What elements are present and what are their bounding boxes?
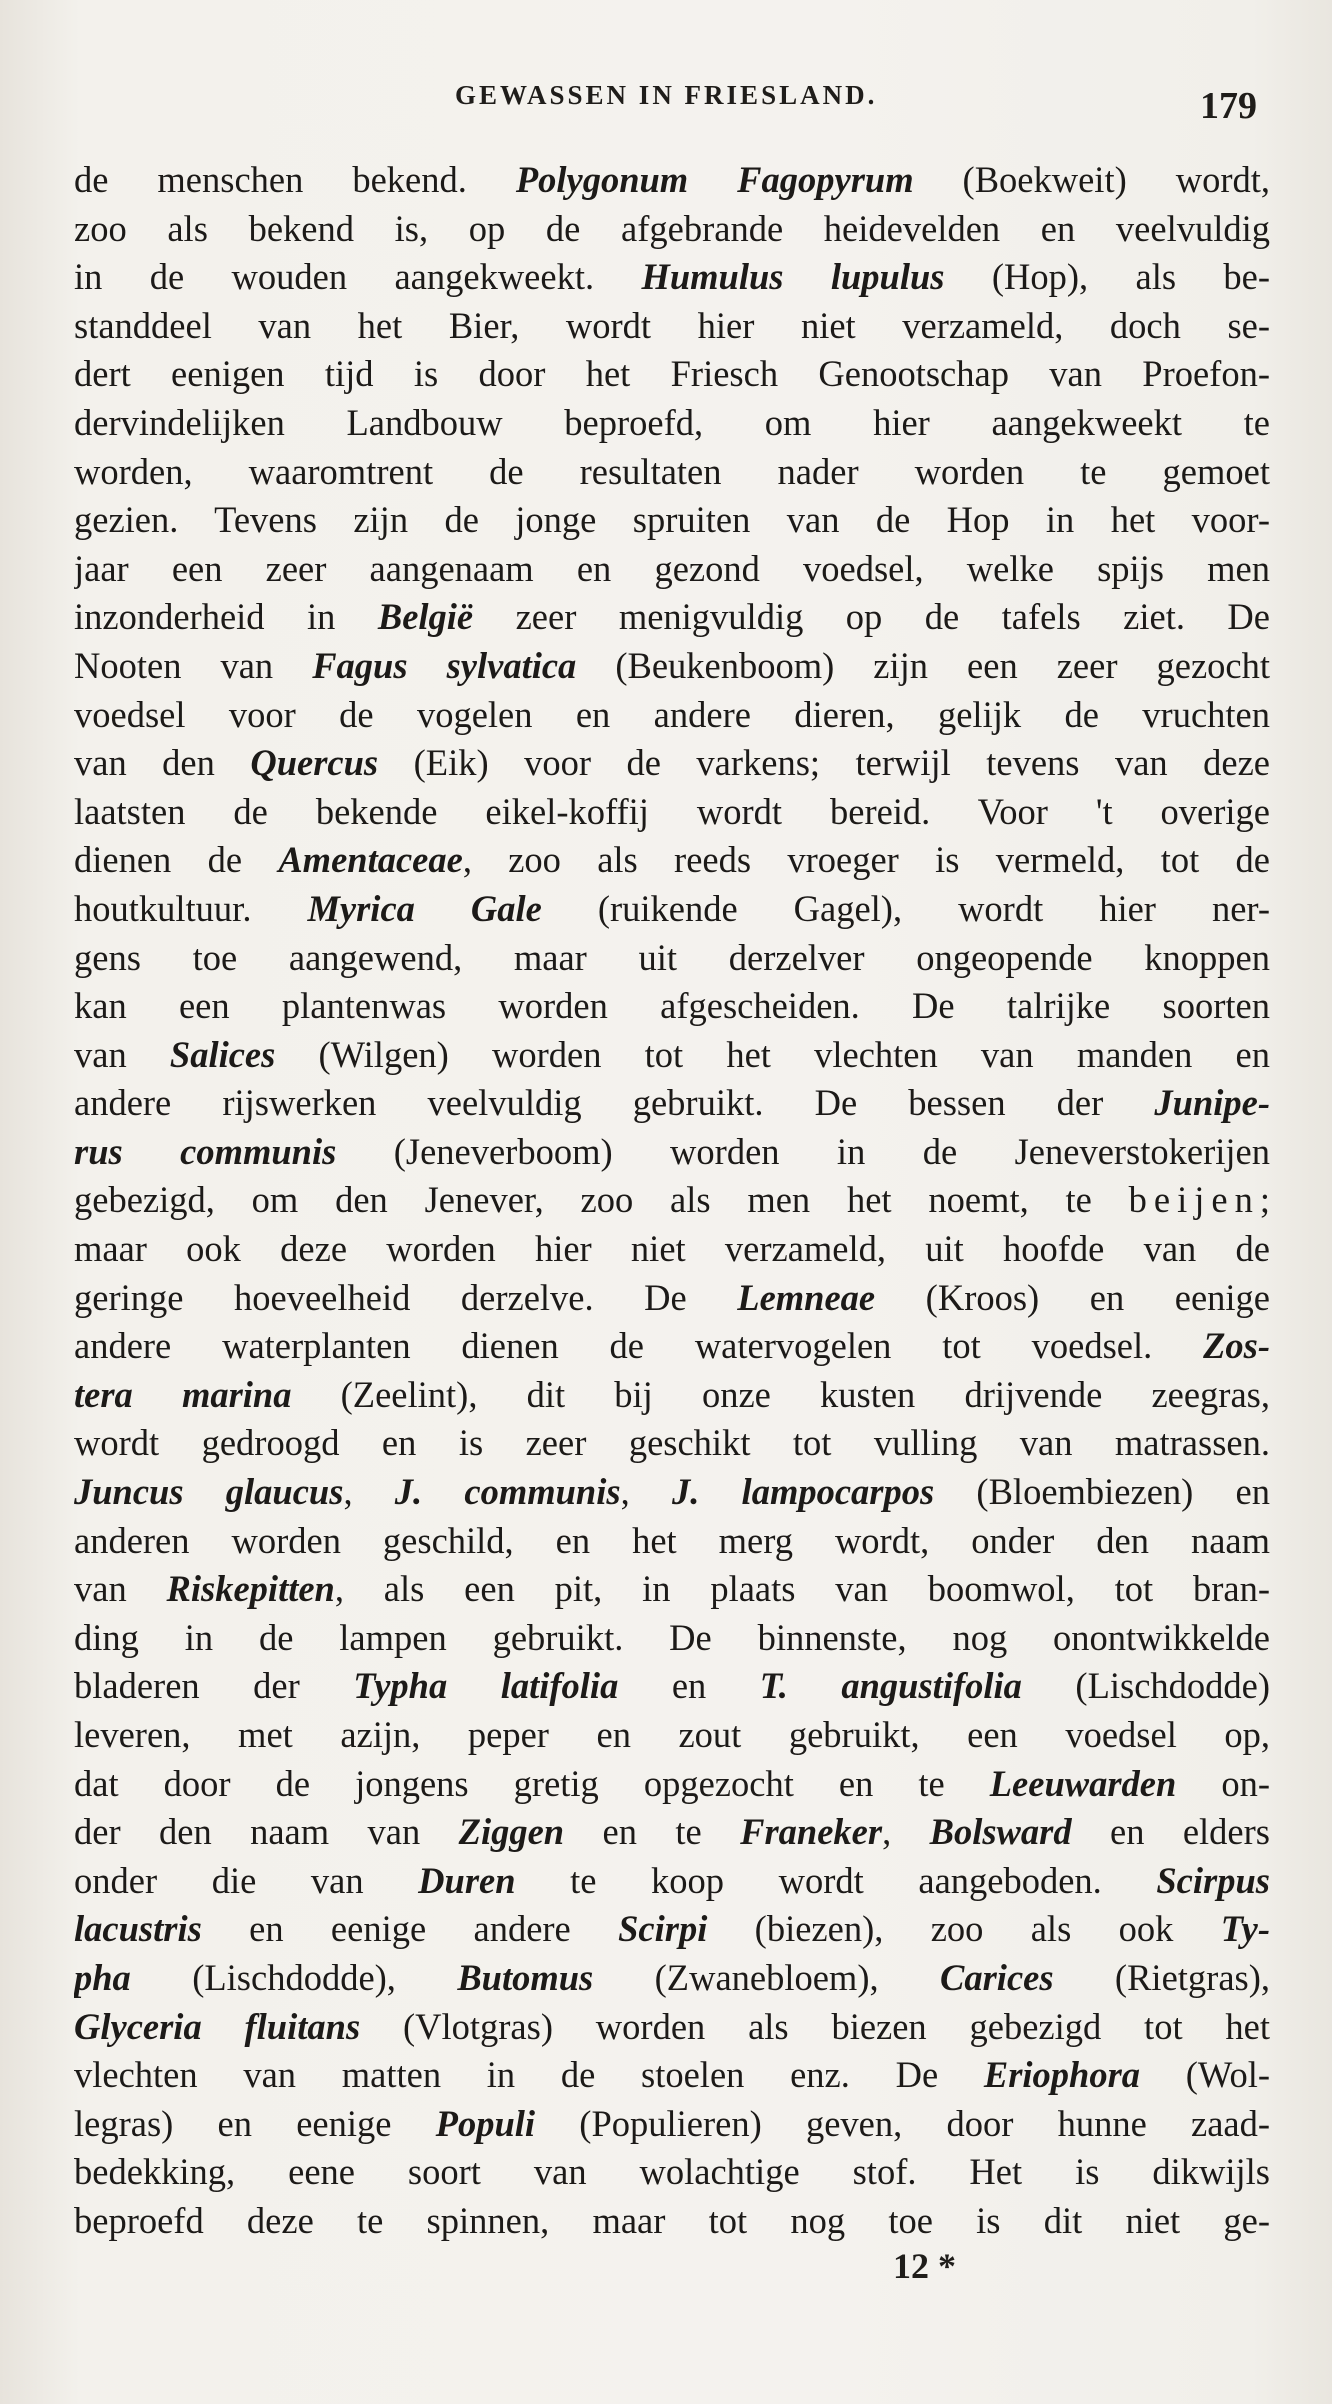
text-run: gezien. Tevens zijn de jonge spruiten van de Hop in het voor- xyxy=(74,499,1270,541)
text-line xyxy=(74,2148,1270,2197)
text-run: inzonderheid in xyxy=(74,596,378,638)
italic-term: Polygonum Fagopyrum xyxy=(515,159,914,200)
text-line xyxy=(74,885,1270,934)
italic-term: Quercus xyxy=(250,742,379,784)
text-run: (Zwanebloem), xyxy=(593,1956,940,1998)
text-line xyxy=(74,1079,1270,1128)
text-line xyxy=(74,2051,1270,2100)
text-run: en xyxy=(618,1665,760,1707)
italic-term: J. lampocarpos xyxy=(671,1471,935,1513)
text-run: anderen worden geschild, en het merg wordt, onder den naam xyxy=(74,1519,1270,1561)
text-run: (Wilgen) worden tot het vlechten van manden en xyxy=(275,1033,1270,1075)
italic-term: Riskepitten xyxy=(166,1568,335,1610)
italic-term: T. angustifolia xyxy=(759,1665,1022,1707)
text-run: (Zeelint), dit bij onze kusten drijvende zeegras, xyxy=(291,1373,1270,1415)
text-run: andere waterplanten dienen de watervogelen tot voedsel. xyxy=(74,1325,1204,1367)
text-line xyxy=(74,448,1270,497)
text-run: onder die van xyxy=(74,1859,419,1901)
italic-term: Lemneae xyxy=(737,1276,876,1318)
text-run: standdeel van het Bier, wordt hier niet verzameld, doch se- xyxy=(74,304,1270,346)
italic-term: België xyxy=(377,596,474,638)
text-run: (ruikende Gagel), wordt hier ner- xyxy=(541,887,1270,929)
text-run: en elders xyxy=(1071,1811,1270,1853)
text-run: (Lischdodde), xyxy=(130,1956,458,1998)
text-run: laatsten de bekende eikel-koffij wordt bereid. Voor 't overige xyxy=(74,790,1270,832)
running-head: GEWASSEN IN FRIESLAND. xyxy=(455,80,878,110)
text-run: ding in de lampen gebruikt. De binnenste, nog onontwikkelde xyxy=(74,1616,1270,1658)
text-line xyxy=(74,253,1270,302)
text-line xyxy=(74,1176,1270,1225)
signature-mark: 12 * xyxy=(893,2246,956,2286)
text-run: , xyxy=(343,1471,395,1513)
italic-term: Ty- xyxy=(1220,1908,1270,1950)
italic-term: tera marina xyxy=(74,1373,292,1415)
text-line xyxy=(74,982,1270,1031)
text-run: andere rijswerken veelvuldig gebruikt. De bessen der xyxy=(74,1082,1155,1124)
page-number: 179 xyxy=(1200,85,1257,127)
text-line xyxy=(74,350,1270,399)
text-run: (Vlotgras) worden als biezen gebezigd tot het xyxy=(360,2005,1270,2047)
text-run: leveren, met azijn, peper en zout gebruikt, een voedsel op, xyxy=(74,1714,1270,1755)
text-line xyxy=(74,1711,1270,1760)
text-run: (Lischdodde) xyxy=(1021,1665,1270,1707)
italic-term: Populi xyxy=(435,2102,536,2144)
italic-term: Myrica Gale xyxy=(307,887,542,929)
text-run: maar ook deze worden hier niet verzameld, uit hoofde van de xyxy=(74,1228,1270,1270)
text-run: (biezen), zoo als ook xyxy=(707,1908,1221,1950)
text-run: dienen de xyxy=(74,839,279,881)
text-run: (Hop), als be- xyxy=(944,256,1270,298)
italic-term: Amentaceae xyxy=(278,839,463,881)
text-line xyxy=(74,836,1270,885)
italic-term: Scirpus xyxy=(1156,1859,1270,1901)
text-line xyxy=(74,302,1270,351)
text-run: te koop wordt aangeboden. xyxy=(515,1859,1157,1901)
italic-term: Humulus lupulus xyxy=(641,256,945,298)
italic-term: Typha latifolia xyxy=(353,1665,619,1707)
text-line xyxy=(74,545,1270,594)
text-run: (Boekweit) wordt, xyxy=(913,159,1270,200)
text-line xyxy=(74,399,1270,448)
text-line xyxy=(74,496,1270,545)
italic-term: Ziggen xyxy=(458,1811,565,1853)
text-run: (Bloembiezen) en xyxy=(934,1471,1270,1513)
text-run: in de wouden aangekweekt. xyxy=(74,256,642,298)
text-run: Nooten van xyxy=(74,644,313,686)
text-line xyxy=(74,1565,1270,1614)
text-line xyxy=(74,1419,1270,1468)
text-line xyxy=(74,2100,1270,2149)
text-run: on- xyxy=(1176,1762,1270,1804)
italic-term: Scirpi xyxy=(618,1908,708,1950)
text-run: , zoo als reeds vroeger is vermeld, tot de xyxy=(462,839,1270,881)
text-line xyxy=(74,1808,1270,1857)
text-line xyxy=(74,1857,1270,1906)
text-line xyxy=(74,691,1270,740)
text-line xyxy=(74,1322,1270,1371)
text-run: zeer menigvuldig op de tafels ziet. De xyxy=(473,596,1270,638)
text-run: (Rietgras), xyxy=(1053,1956,1270,1998)
italic-term: pha xyxy=(74,1956,131,1998)
text-run: beproefd deze te spinnen, maar tot nog toe is dit niet ge- xyxy=(74,2199,1270,2241)
text-run: jaar een zeer aangenaam en gezond voedsel, welke spijs men xyxy=(74,547,1270,589)
text-run: van xyxy=(74,1033,170,1075)
text-line xyxy=(74,2003,1270,2052)
italic-term: rus communis xyxy=(74,1130,337,1172)
text-run: vlechten van matten in de stoelen enz. De xyxy=(74,2054,984,2096)
italic-term: Duren xyxy=(418,1859,516,1901)
text-run: , xyxy=(882,1811,930,1853)
page-footer xyxy=(0,2245,1332,2295)
text-run: ; xyxy=(1259,1179,1270,1221)
italic-term: Franeker xyxy=(740,1811,883,1853)
text-run: (Kroos) en eenige xyxy=(875,1276,1270,1318)
text-line xyxy=(74,1517,1270,1566)
text-run: (Eik) voor de varkens; terwijl tevens van deze xyxy=(378,742,1270,784)
text-run: bedekking, eene soort van wolachtige stof. Het is dikwijls xyxy=(74,2151,1270,2193)
text-line xyxy=(74,1128,1270,1177)
text-line xyxy=(74,1760,1270,1809)
text-line xyxy=(74,1031,1270,1080)
italic-term: Eriophora xyxy=(983,2054,1141,2096)
text-run: houtkultuur. xyxy=(74,887,308,929)
text-run: der den naam van xyxy=(74,1811,459,1853)
text-run: en te xyxy=(564,1811,741,1853)
italic-term: Leeuwarden xyxy=(989,1762,1177,1804)
text-run: , xyxy=(620,1471,672,1513)
text-run: gens toe aangewend, maar uit derzelver ongeopende knoppen xyxy=(74,936,1270,978)
text-line xyxy=(74,1662,1270,1711)
text-run: (Populieren) geven, door hunne zaad- xyxy=(535,2102,1270,2144)
italic-term: Glyceria fluitans xyxy=(74,2005,361,2047)
italic-term: Zos- xyxy=(1203,1325,1270,1367)
text-line xyxy=(74,2197,1270,2246)
italic-term: Bolsward xyxy=(929,1811,1072,1853)
text-run: dert eenigen tijd is door het Friesch Genootschap van Proefon- xyxy=(74,353,1270,395)
italic-term: Fagus sylvatica xyxy=(312,644,577,686)
italic-term: Butomus xyxy=(457,1956,594,1998)
text-line xyxy=(74,593,1270,642)
italic-term: lacustris xyxy=(74,1908,202,1950)
text-run: en eenige andere xyxy=(201,1908,619,1950)
spaced-term: beijen xyxy=(1128,1179,1260,1221)
text-line xyxy=(74,1954,1270,2003)
text-run: van den xyxy=(74,742,251,784)
text-run: dat door de jongens gretig opgezocht en te xyxy=(74,1762,990,1804)
text-run: wordt gedroogd en is zeer geschikt tot vulling van matrassen. xyxy=(74,1422,1270,1464)
text-run: kan een plantenwas worden afgescheiden. De talrijke soorten xyxy=(74,985,1270,1027)
text-line xyxy=(74,1371,1270,1420)
text-run: (Beukenboom) zijn een zeer gezocht xyxy=(576,644,1270,686)
text-line xyxy=(74,739,1270,788)
text-run: legras) en eenige xyxy=(74,2102,436,2144)
text-run: worden, waaromtrent de resultaten nader worden te gemoet xyxy=(74,450,1270,492)
italic-term: Junipe- xyxy=(1154,1082,1270,1124)
text-run: van xyxy=(74,1568,167,1610)
text-run: zoo als bekend is, op de afgebrande heidevelden en veelvuldig xyxy=(74,207,1270,249)
text-run: de menschen bekend. xyxy=(74,159,516,200)
text-run: (Jeneverboom) worden in de Jeneverstokerijen xyxy=(336,1130,1270,1172)
text-run: bladeren der xyxy=(74,1665,354,1707)
text-run: dervindelijken Landbouw beproefd, om hier aangekweekt te xyxy=(74,401,1270,443)
text-run: gebezigd, om den Jenever, zoo als men het noemt, te xyxy=(74,1179,1129,1221)
text-line xyxy=(74,642,1270,691)
italic-term: Salices xyxy=(169,1033,276,1075)
text-line xyxy=(74,1274,1270,1323)
text-line xyxy=(74,1225,1270,1274)
page-header xyxy=(0,72,1332,132)
italic-term: J. communis xyxy=(394,1471,621,1513)
italic-term: Carices xyxy=(940,1956,1054,1998)
text-line xyxy=(74,156,1270,205)
text-run: voedsel voor de vogelen en andere dieren, gelijk de vruchten xyxy=(74,693,1270,735)
text-run: geringe hoeveelheid derzelve. De xyxy=(74,1276,738,1318)
text-line xyxy=(74,1468,1270,1517)
text-line xyxy=(74,1905,1270,1954)
text-line xyxy=(74,788,1270,837)
italic-term: Juncus glaucus xyxy=(74,1471,344,1513)
text-run: (Wol- xyxy=(1140,2054,1270,2096)
text-line xyxy=(74,205,1270,254)
body-text xyxy=(74,156,1270,2246)
text-run: , als een pit, in plaats van boomwol, tot bran- xyxy=(334,1568,1270,1610)
text-line xyxy=(74,1614,1270,1663)
text-line xyxy=(74,934,1270,983)
